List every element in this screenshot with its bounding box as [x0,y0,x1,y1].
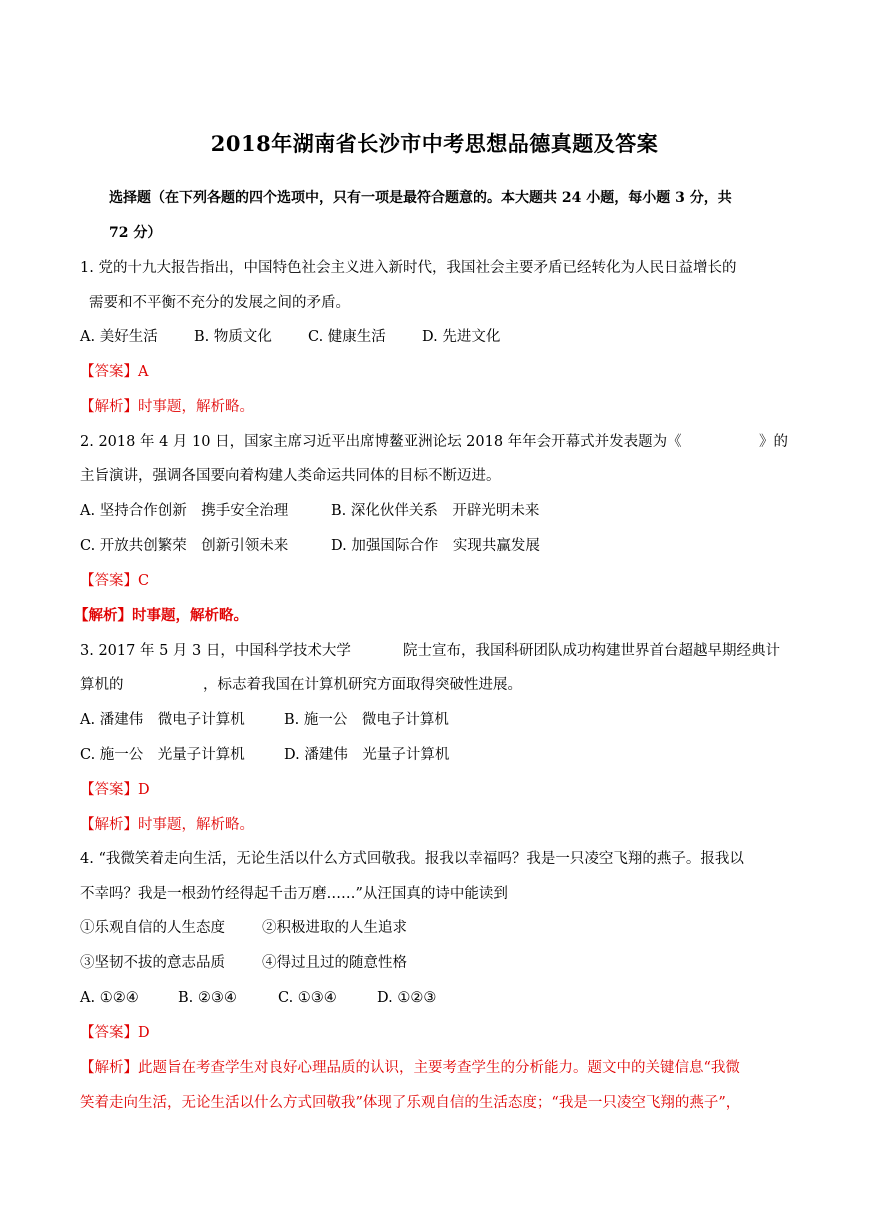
q1-option-a: A. 美好生活 [80,329,158,345]
q1-stem-line2: 需要和不平衡不充分的发展之间的矛盾。 [89,295,350,311]
section-instruction-line2: 72 分） [109,225,162,241]
q4-option-b: B. ②③④ [178,990,237,1006]
q1-stem-line1: 1. 党的十九大报告指出，中国特色社会主义进入新时代，我国社会主要矛盾已经转化为人民日益增长的 [80,260,737,276]
q2-option-d: D. 加强国际合作 实现共赢发展 [331,538,540,554]
q4-analysis-line1: 【解析】此题旨在考查学生对良好心理品质的认识，主要考查学生的分析能力。题文中的关键信息“我微 [80,1060,740,1076]
q2-option-c: C. 开放共创繁荣 创新引领未来 [80,538,289,554]
q1-option-b: B. 物质文化 [194,329,272,345]
q2-stem-line2: 主旨演讲，强调各国要向着构建人类命运共同体的目标不断迈进。 [80,468,501,484]
page-title: 2018年湖南省长沙市中考思想品德真题及答案 [210,131,659,156]
q4-option-c: C. ①③④ [278,990,337,1006]
q2-analysis: 【解析】时事题，解析略。 [74,607,248,624]
q3-stem-line2b: ，标志着我国在计算机研究方面取得突破性进展。 [203,677,522,693]
q4-option-a: A. ①②④ [80,990,139,1006]
q1-option-d: D. 先进文化 [422,329,501,345]
q2-stem-line1b: 》的 [759,434,788,450]
q4-options [80,988,436,1008]
q4-answer: 【答案】D [80,1025,150,1041]
q2-answer: 【答案】C [80,573,150,589]
q4-item-1: ①乐观自信的人生态度 [80,920,225,936]
q4-stem-line2: 不幸吗？我是一根劲竹经得起千击万磨……”从汪国真的诗中能读到 [80,886,508,902]
q1-option-c: C. 健康生活 [308,329,386,345]
q3-option-d: D. 潘建伟 光量子计算机 [284,747,450,763]
q3-stem-line1b: 院士宣布，我国科研团队成功构建世界首台超越早期经典计 [403,643,780,659]
q3-option-c: C. 施一公 光量子计算机 [80,747,245,763]
q2-option-b: B. 深化伙伴关系 开辟光明未来 [331,503,540,519]
q1-answer: 【答案】A [80,364,149,380]
q1-options [80,327,500,347]
q4-item-4: ④得过且过的随意性格 [262,955,407,971]
q3-stem-line1a: 3. 2017 年 5 月 3 日，中国科学技术大学 [80,643,351,659]
q1-analysis: 【解析】时事题，解析略。 [80,399,254,415]
q2-stem-line1a: 2. 2018 年 4 月 10 日，国家主席习近平出席博鳌亚洲论坛 2018 年年会开幕式并发表题为《 [80,434,682,450]
q3-analysis: 【解析】时事题，解析略。 [80,817,254,833]
q3-option-b: B. 施一公 微电子计算机 [284,712,449,728]
q4-analysis-line2: 笑着走向生活，无论生活以什么方式回敬我”体现了乐观自信的生活态度；“我是一只凌空飞翔的燕子”， [80,1095,741,1111]
q2-option-a: A. 坚持合作创新 携手安全治理 [80,503,289,519]
q4-item-3: ③坚韧不拔的意志品质 [80,955,225,971]
q3-stem-line2a: 算机的 [80,677,124,693]
q3-answer: 【答案】D [80,782,150,798]
q4-item-2: ②积极进取的人生追求 [262,920,407,936]
q3-option-a: A. 潘建伟 微电子计算机 [80,712,245,728]
q4-stem-line1: 4. “我微笑着走向生活，无论生活以什么方式回敬我。报我以幸福吗？我是一只凌空飞翔的燕子。报我以 [80,851,744,867]
q4-option-d: D. ①②③ [377,990,437,1006]
section-instruction-line1: 选择题（在下列各题的四个选项中，只有一项是最符合题意的。本大题共 24 小题，每小题 3 分，共 [109,190,732,206]
